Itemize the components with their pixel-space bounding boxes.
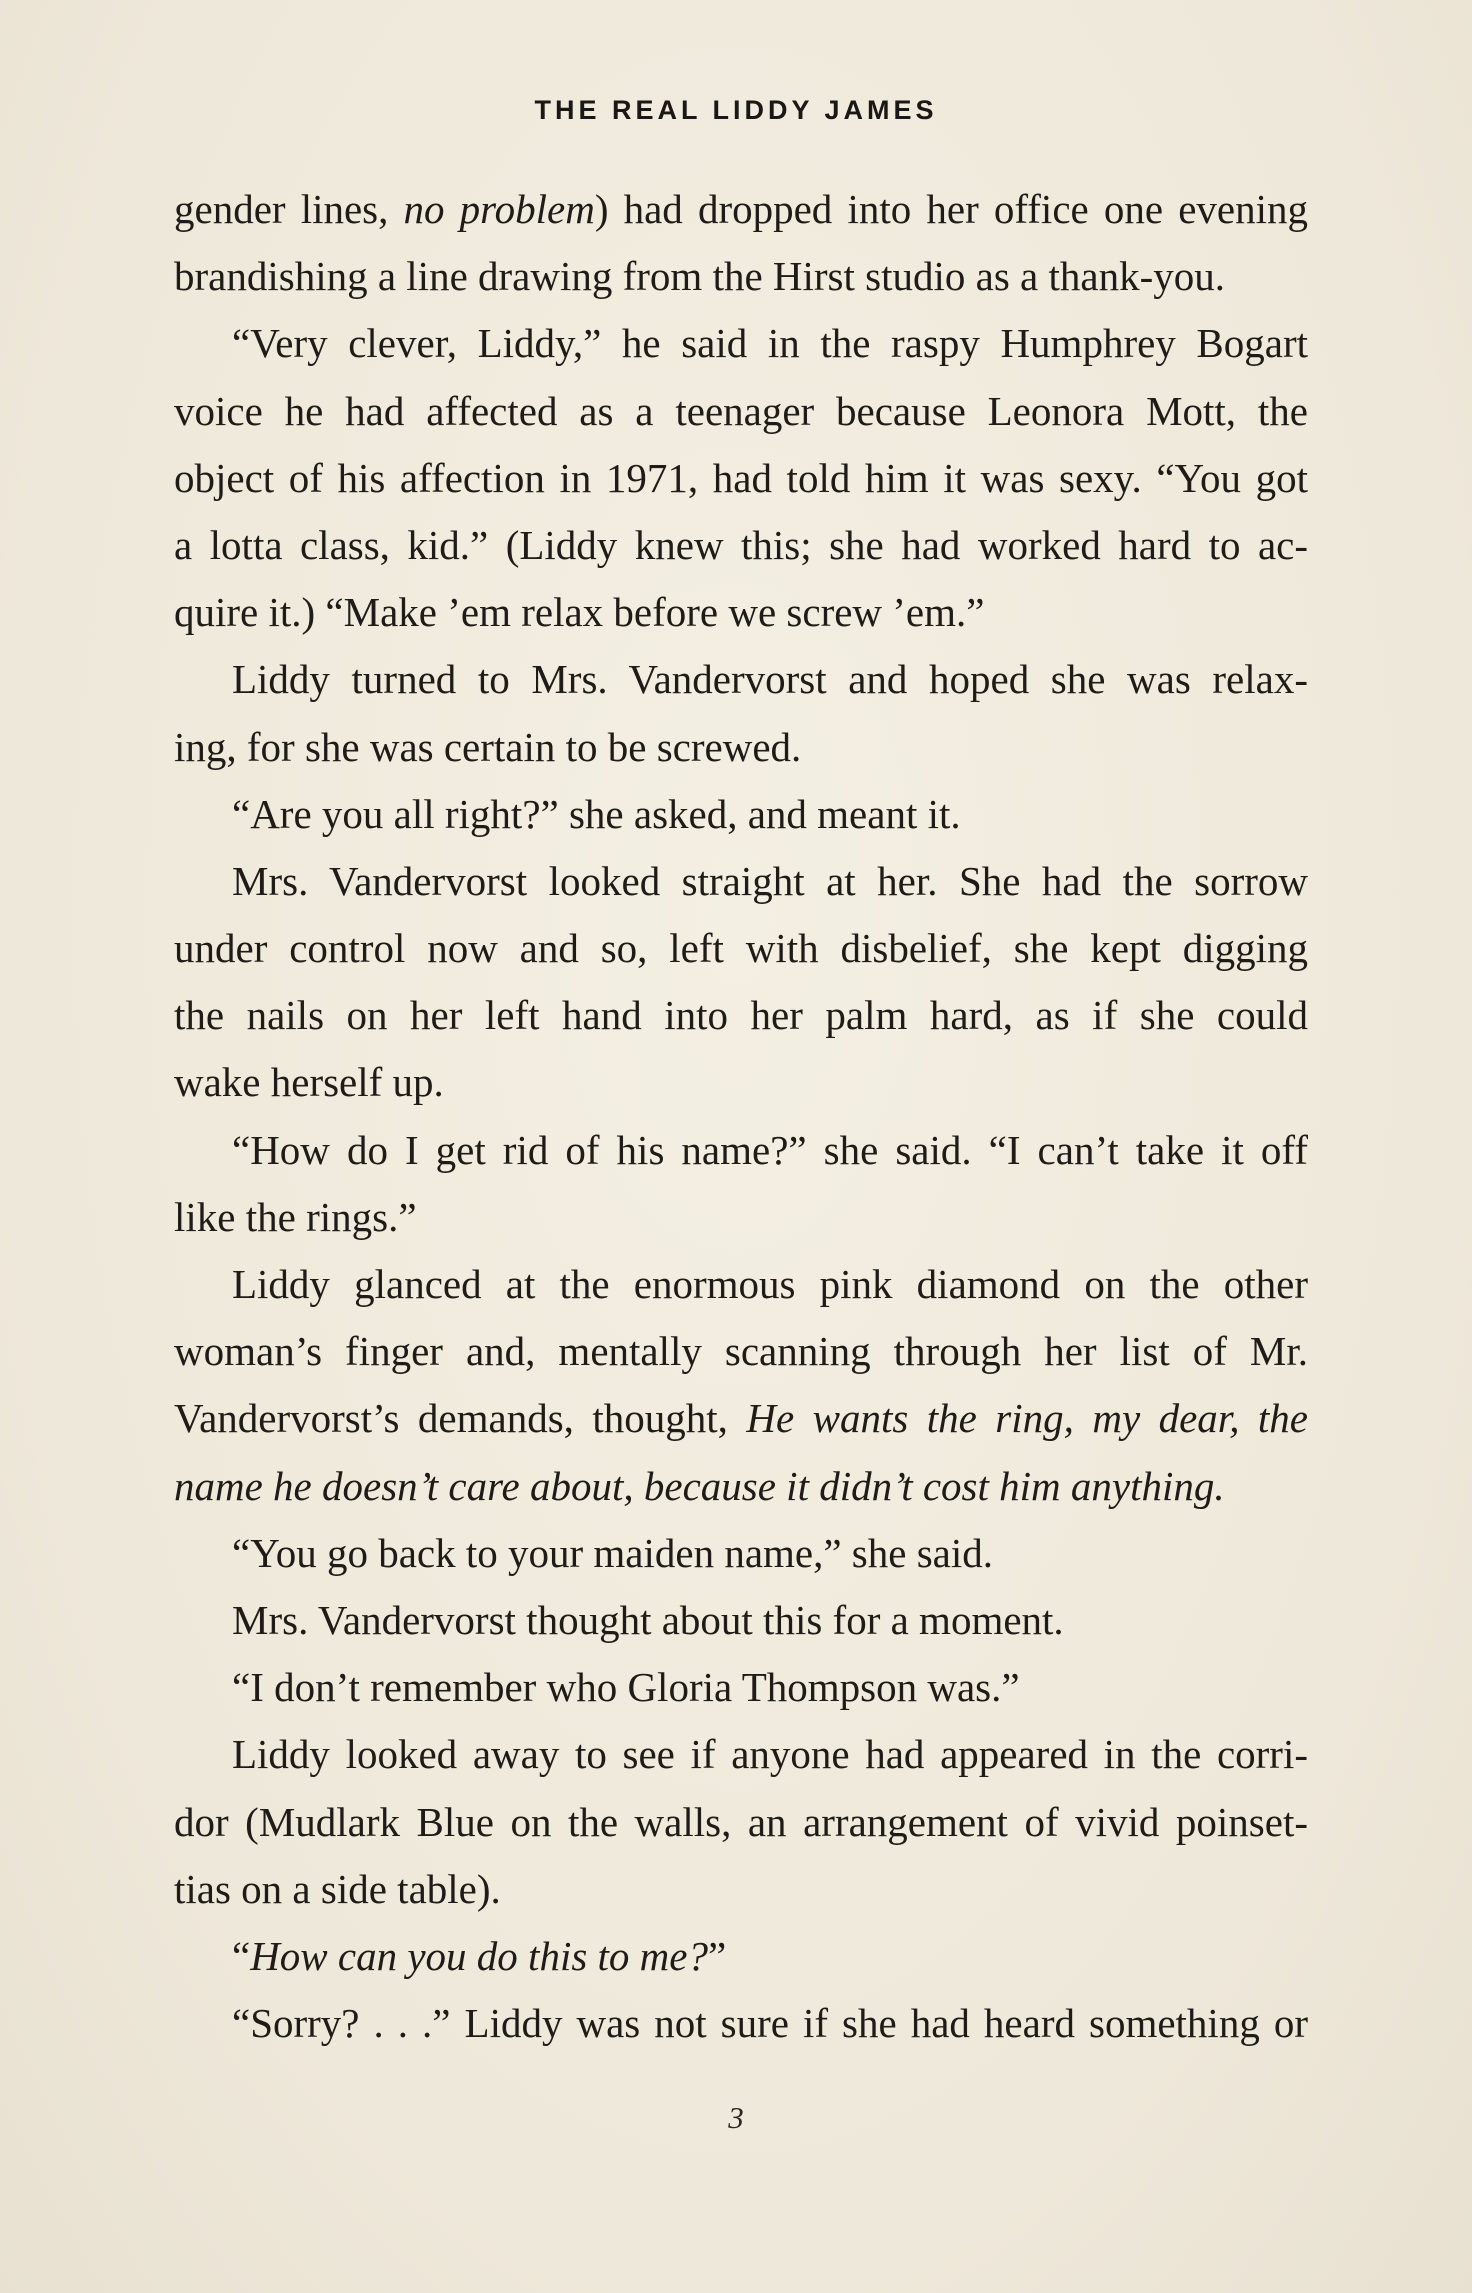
running-head: THE REAL LIDDY JAMES xyxy=(534,95,938,125)
text-span: “Sorry? . . .” Liddy was not sure if she had heard something or xyxy=(232,2000,1308,2047)
text-line xyxy=(174,1990,1308,2057)
text-line xyxy=(174,1117,1308,1184)
text-span: under control now and so, left with disbelief, she kept digging xyxy=(174,925,1308,972)
text-line xyxy=(174,646,1308,713)
text-span: “How do I get rid of his name?” she said. “I can’t take it off xyxy=(232,1126,1308,1173)
text-line xyxy=(174,1856,1308,1923)
text-line xyxy=(174,1049,1308,1116)
text-line xyxy=(174,1318,1308,1385)
text-span: ing, for she was certain to be screwed. xyxy=(174,723,802,770)
text-span: voice he had affected as a teenager because Leonora Mott, the xyxy=(174,387,1308,434)
text-span: Liddy glanced at the enormous pink diamond on the other xyxy=(232,1261,1308,1307)
text-span: ) had dropped into her office one evening xyxy=(594,186,1308,232)
text-line xyxy=(174,848,1308,915)
text-span: wake herself up. xyxy=(174,1059,444,1106)
text-span: tias on a side table). xyxy=(174,1865,501,1912)
text-line xyxy=(174,512,1308,579)
text-span: gender lines, xyxy=(174,186,404,232)
text-line xyxy=(174,1923,1308,1990)
text-span: ” xyxy=(708,1932,727,1979)
text-line xyxy=(174,243,1308,310)
text-span: Vandervorst’s demands, thought, xyxy=(174,1395,747,1442)
text-span: the nails on her left hand into her palm hard, as if she could xyxy=(174,992,1308,1039)
text-line xyxy=(174,982,1308,1049)
text-span: “Are you all right?” she asked, and meant it. xyxy=(232,790,961,837)
italic-text: no problem xyxy=(403,186,595,232)
text-span: Mrs. Vandervorst thought about this for a moment. xyxy=(232,1596,1064,1643)
text-span: Liddy turned to Mrs. Vandervorst and hoped she was relax- xyxy=(232,656,1308,703)
text-line xyxy=(174,310,1308,377)
text-span: Mrs. Vandervorst looked straight at her. She had the sorrow xyxy=(232,857,1308,904)
text-line xyxy=(174,714,1308,781)
body-text xyxy=(174,176,1308,2057)
text-line xyxy=(174,1385,1308,1452)
text-span: dor (Mudlark Blue on the walls, an arrangement of vivid poinset- xyxy=(174,1798,1308,1845)
page-number: 3 xyxy=(728,2100,744,2135)
italic-text: How can you do this to me? xyxy=(250,1932,708,1979)
text-span: object of his affection in 1971, had told him it was sexy. “You got xyxy=(174,454,1308,501)
text-span: Liddy looked away to see if anyone had appeared in the corri- xyxy=(232,1731,1308,1778)
text-line xyxy=(174,1654,1308,1721)
text-line xyxy=(174,1789,1308,1856)
text-line xyxy=(174,1251,1308,1318)
text-line xyxy=(174,1520,1308,1587)
text-line xyxy=(174,445,1308,512)
text-line xyxy=(174,1587,1308,1654)
text-span: brandishing a line drawing from the Hirst studio as a thank-you. xyxy=(174,253,1225,300)
italic-text: He wants the ring, my dear, the xyxy=(746,1395,1308,1442)
text-line xyxy=(174,176,1308,243)
text-line xyxy=(174,915,1308,982)
text-line xyxy=(174,1184,1308,1251)
text-span: “You go back to your maiden name,” she said. xyxy=(232,1529,994,1576)
text-line xyxy=(174,1721,1308,1788)
text-span: “ xyxy=(232,1932,251,1979)
text-span: quire it.) “Make ’em relax before we screw ’em.” xyxy=(174,589,985,636)
text-span: a lotta class, kid.” (Liddy knew this; she had worked hard to ac- xyxy=(174,521,1308,568)
text-span: like the rings.” xyxy=(174,1193,417,1240)
text-line xyxy=(174,579,1308,646)
text-span: “I don’t remember who Gloria Thompson was.” xyxy=(232,1664,1020,1711)
text-line xyxy=(174,1453,1308,1520)
text-line xyxy=(174,378,1308,445)
text-span: woman’s finger and, mentally scanning through her list of Mr. xyxy=(174,1328,1308,1375)
text-line xyxy=(174,781,1308,848)
text-span: “Very clever, Liddy,” he said in the raspy Humphrey Bogart xyxy=(232,320,1308,367)
italic-text: name he doesn’t care about, because it didn’t cost him anything. xyxy=(174,1462,1225,1509)
